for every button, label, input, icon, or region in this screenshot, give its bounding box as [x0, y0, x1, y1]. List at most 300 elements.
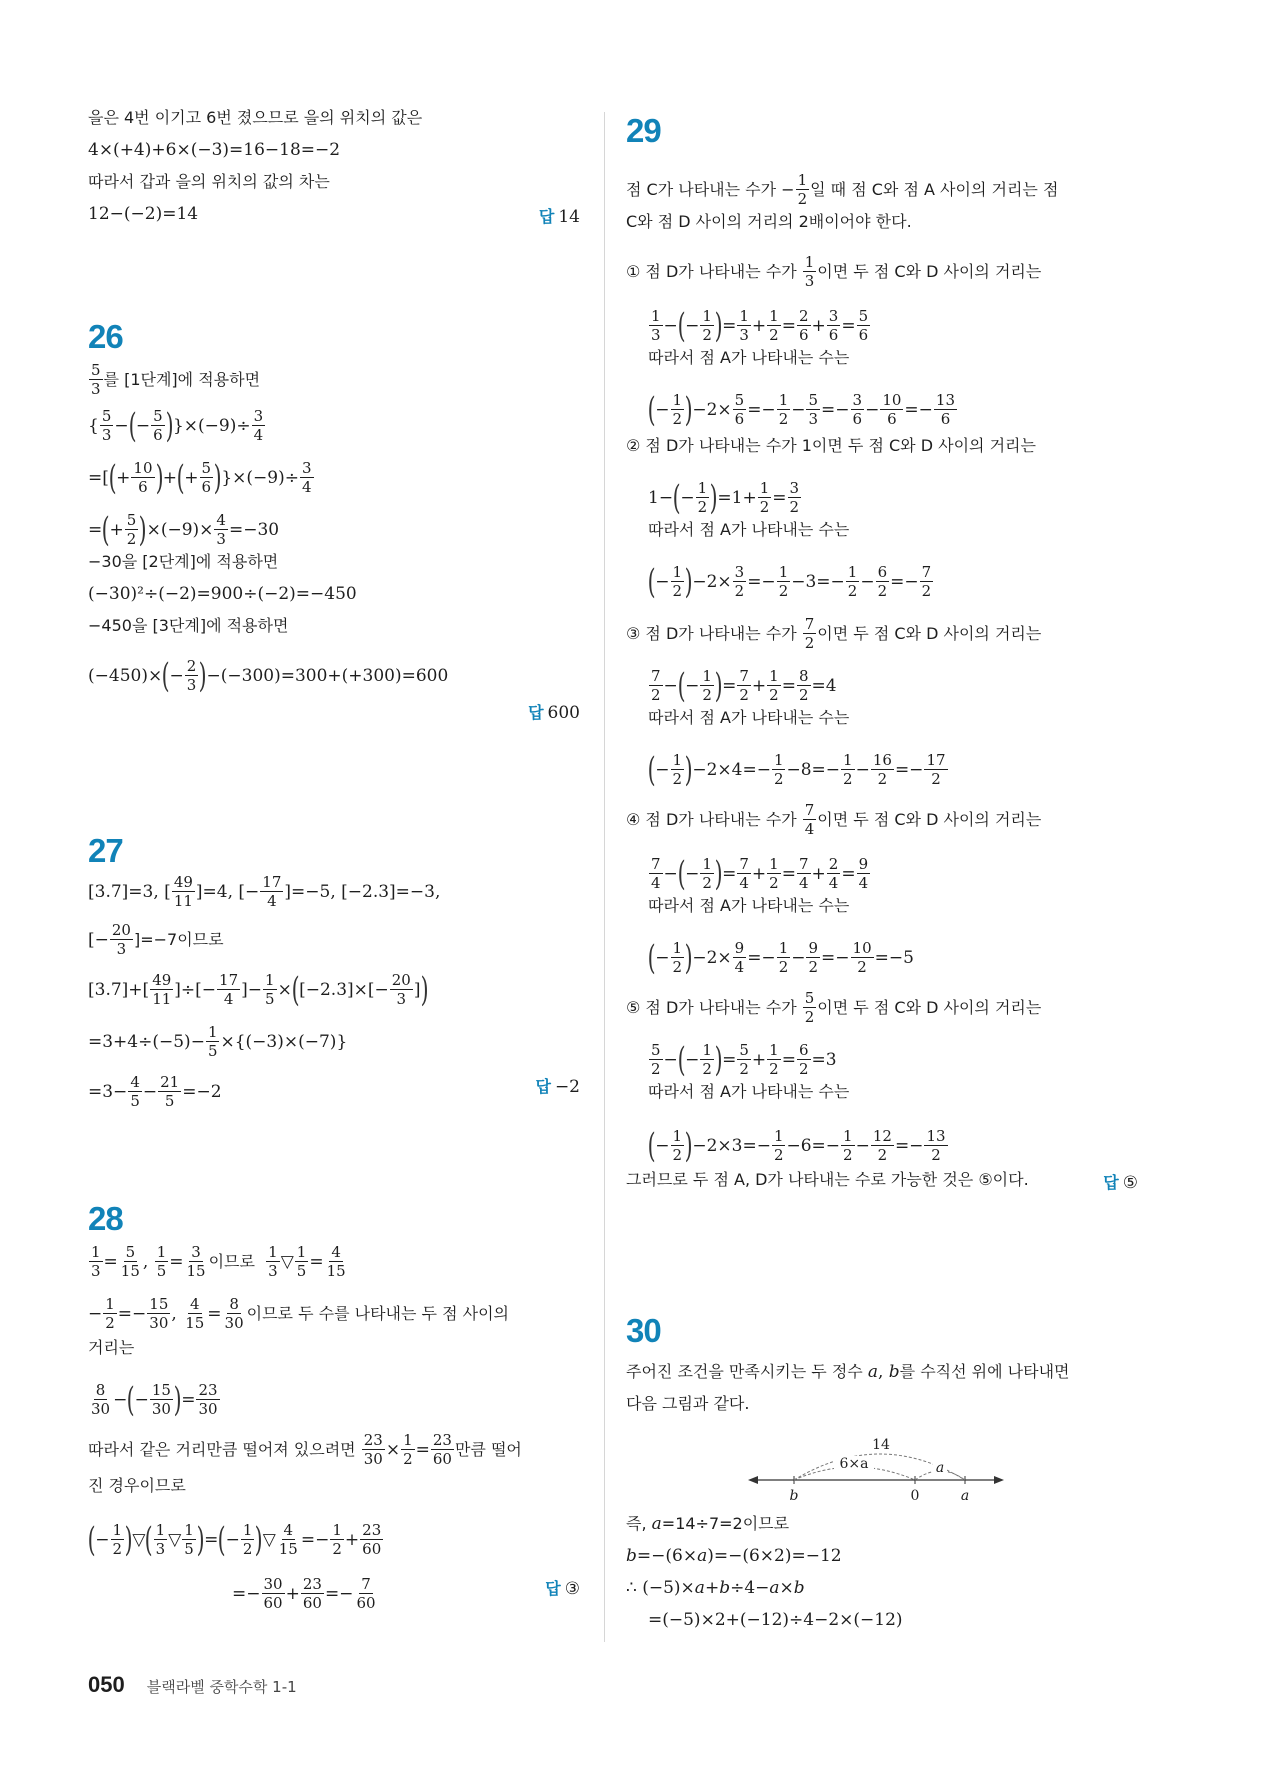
solution-line — [232, 1576, 379, 1611]
big-paren: ) — [124, 1519, 133, 1560]
fraction — [851, 392, 865, 427]
text-run: − — [225, 1529, 240, 1550]
question-number-29: 29 — [626, 112, 661, 149]
denominator: 2 — [672, 410, 683, 428]
denominator: 60 — [263, 1594, 283, 1612]
answer-q28 — [545, 1576, 580, 1599]
denominator: 3 — [804, 272, 815, 290]
numerator: 5 — [201, 459, 212, 477]
text-run: = — [169, 1251, 184, 1272]
denominator: 2 — [651, 1060, 661, 1078]
denominator: 4 — [223, 990, 234, 1008]
denominator: 2 — [798, 686, 809, 704]
solution-line — [648, 1610, 903, 1630]
text-run: − — [655, 399, 670, 420]
text-run: = — [103, 1251, 118, 1272]
denominator: 2 — [797, 190, 808, 208]
fraction — [649, 668, 663, 703]
denominator: 5 — [265, 990, 275, 1008]
fraction — [857, 856, 871, 891]
denominator: 3 — [155, 1540, 166, 1558]
fraction — [772, 752, 786, 787]
text-run: ×(−9)× — [146, 519, 214, 540]
denominator: 2 — [778, 958, 789, 976]
fraction — [390, 972, 413, 1007]
denominator: 3 — [91, 380, 101, 398]
text-run: + — [751, 863, 767, 884]
denominator: 15 — [185, 1314, 205, 1332]
numerator: 3 — [789, 479, 800, 497]
numerator: 1 — [843, 751, 853, 769]
denominator: 5 — [156, 1262, 167, 1280]
numerator: 2 — [798, 307, 809, 325]
text-run: − — [113, 1389, 128, 1410]
denominator: 2 — [672, 582, 683, 600]
text-run: − — [680, 487, 695, 508]
numerator: 1 — [672, 1127, 683, 1145]
big-paren: ) — [213, 457, 222, 498]
numerator: 3 — [191, 1243, 201, 1261]
numerator: 5 — [101, 407, 112, 425]
variable: a — [651, 1514, 662, 1534]
numerator: 1 — [184, 1521, 194, 1539]
page-footer — [88, 1672, 297, 1698]
numerator: 1 — [843, 1127, 853, 1145]
solution-line — [626, 254, 1041, 289]
text-run: 따라서 점 A가 나타내는 수는 — [648, 348, 850, 367]
fraction — [649, 856, 663, 891]
denominator: 6 — [858, 326, 869, 344]
solution-line — [88, 969, 429, 1010]
text-run: − — [95, 1529, 110, 1550]
denominator: 3 — [91, 1262, 101, 1280]
fraction — [110, 922, 133, 957]
numerator: 1 — [778, 391, 789, 409]
solution-line — [88, 108, 422, 128]
fraction — [671, 1128, 685, 1163]
numerator: 10 — [852, 939, 872, 957]
fraction — [827, 856, 841, 891]
numerator: 1 — [672, 939, 683, 957]
fraction — [354, 1576, 377, 1611]
fraction — [851, 940, 874, 975]
solution-line — [647, 749, 949, 790]
text-run: −8=− — [786, 759, 841, 780]
denominator: 6 — [201, 478, 212, 496]
fraction — [841, 752, 855, 787]
text-run: = — [781, 863, 796, 884]
numerator: 5 — [126, 511, 137, 529]
text-run: =− — [747, 399, 776, 420]
fraction — [431, 1432, 454, 1467]
fraction — [671, 392, 685, 427]
fraction — [252, 408, 266, 443]
text-run: = — [88, 519, 103, 540]
fraction — [89, 362, 103, 397]
text-run: , — [171, 1303, 183, 1324]
solution-line — [88, 874, 440, 909]
solution-line — [88, 405, 266, 446]
big-paren: ) — [255, 1519, 264, 1560]
text-run: + — [751, 315, 767, 336]
denominator: 5 — [207, 1042, 218, 1060]
fraction — [827, 308, 841, 343]
answer-value: 14 — [558, 207, 580, 227]
book-title: 블랙라벨 중학수학 1-1 — [146, 1678, 297, 1696]
numerator: 1 — [702, 667, 712, 685]
solution-line — [626, 212, 912, 232]
numerator: 7 — [804, 801, 815, 819]
text-run: − — [655, 947, 670, 968]
big-paren: ( — [647, 937, 656, 978]
fraction — [737, 856, 751, 891]
numerator: 10 — [882, 391, 902, 409]
fraction — [223, 1296, 246, 1331]
text-run: =− — [747, 947, 776, 968]
numerator: 1 — [702, 307, 712, 325]
fraction — [737, 668, 751, 703]
fraction — [128, 1074, 142, 1109]
fraction — [803, 802, 817, 837]
fraction — [330, 1522, 344, 1557]
denominator: 4 — [804, 820, 815, 838]
fraction — [263, 972, 277, 1007]
text-run: + — [811, 863, 826, 884]
text-run: 이면 두 점 C와 D 사이의 거리는 — [817, 809, 1042, 829]
denominator: 2 — [804, 1008, 815, 1026]
solution-line — [88, 1244, 349, 1279]
text-run: + — [162, 467, 178, 488]
text-run: ÷4− — [730, 1578, 770, 1598]
big-paren: ( — [126, 1379, 135, 1420]
numerator: 1 — [242, 1521, 253, 1539]
text-run: 따라서 점 A가 나타내는 수는 — [648, 896, 850, 915]
text-run: 12−(−2)=14 — [88, 204, 199, 224]
big-paren: ) — [138, 509, 147, 550]
text-run: ]=−5, [−2.3]=−3, — [284, 881, 441, 902]
numerator: 12 — [872, 1127, 892, 1145]
big-paren: ) — [198, 655, 207, 696]
numerator: 3 — [734, 563, 745, 581]
text-run: =3− — [88, 1081, 128, 1102]
text-run: −(−300)=300+(+300)=600 — [206, 665, 449, 686]
answer-q26 — [528, 700, 580, 723]
question-number-26: 26 — [88, 318, 123, 355]
numerator: 23 — [302, 1575, 322, 1593]
big-paren: ( — [647, 1125, 656, 1166]
fraction — [700, 308, 714, 343]
denominator: 2 — [672, 770, 683, 788]
solution-line — [648, 853, 871, 894]
numerator: 3 — [852, 391, 863, 409]
denominator: 2 — [778, 582, 789, 600]
numerator: 1 — [672, 391, 683, 409]
text-run: 1− — [648, 487, 674, 508]
fraction — [934, 392, 957, 427]
solution-line — [88, 1338, 134, 1358]
text-run: − — [860, 571, 875, 592]
text-run: −30을 [2단계]에 적용하면 — [88, 552, 279, 571]
denominator: 6 — [734, 410, 745, 428]
text-run: =[ — [88, 467, 109, 488]
denominator: 2 — [769, 326, 779, 344]
fraction — [301, 1576, 324, 1611]
denominator: 4 — [651, 874, 661, 892]
text-run: 다음 그림과 같다. — [626, 1394, 750, 1413]
big-paren: ( — [672, 477, 681, 518]
fraction — [924, 752, 947, 787]
fraction — [100, 408, 114, 443]
text-run: − — [135, 415, 151, 436]
numerator: 1 — [672, 751, 683, 769]
fraction — [806, 392, 820, 427]
fraction — [182, 1522, 196, 1557]
numerator: 1 — [91, 1243, 101, 1261]
fraction — [767, 1042, 781, 1077]
text-run: 따라서 같은 거리만큼 떨어져 있으려면 — [88, 1439, 361, 1459]
text-run: }×(−9)÷ — [172, 415, 251, 436]
denominator: 60 — [432, 1450, 452, 1468]
numerator: 15 — [149, 1295, 169, 1313]
text-run: − — [114, 415, 129, 436]
text-run: − — [663, 863, 678, 884]
solution-line — [88, 509, 280, 550]
big-paren: ) — [420, 969, 429, 1010]
fraction — [797, 1042, 811, 1077]
numerator: 8 — [229, 1295, 239, 1313]
text-run: =4 — [811, 675, 837, 696]
text-run: 진 경우이므로 — [88, 1476, 186, 1495]
numerator: 17 — [219, 971, 239, 989]
big-paren: ) — [714, 665, 723, 706]
text-run: − — [655, 759, 670, 780]
denominator: 3 — [116, 940, 127, 958]
text-run: + — [704, 1578, 720, 1598]
text-run: − — [655, 571, 670, 592]
text-run: 따라서 점 A가 나타내는 수는 — [648, 520, 850, 539]
text-run: ▽ — [132, 1529, 146, 1550]
text-run: 거리는 — [88, 1338, 135, 1357]
text-run: =−2 — [182, 1081, 222, 1102]
text-run: × — [385, 1439, 401, 1460]
fraction — [758, 480, 772, 515]
numerator: 1 — [268, 1243, 278, 1261]
text-run: + — [751, 1049, 767, 1070]
fraction — [111, 1522, 125, 1557]
numerator: 7 — [804, 615, 815, 633]
fraction — [841, 1128, 855, 1163]
answer-label: 답 — [545, 1579, 561, 1598]
denominator: 3 — [216, 530, 226, 548]
numerator: 7 — [798, 855, 809, 873]
solution-line — [626, 802, 1041, 837]
big-paren: ( — [647, 749, 656, 790]
big-paren: ( — [108, 457, 117, 498]
big-paren: ) — [684, 1125, 693, 1166]
big-paren: ( — [101, 509, 110, 550]
arc-label-6a: 6×a — [839, 1456, 869, 1472]
fraction — [260, 874, 283, 909]
denominator: 2 — [877, 770, 888, 788]
solution-line — [647, 389, 958, 430]
text-run: + — [116, 467, 131, 488]
numerator: 9 — [858, 855, 869, 873]
denominator: 4 — [253, 426, 264, 444]
text-run: = — [181, 1389, 196, 1410]
text-run: = — [781, 1049, 796, 1070]
text-run: + — [811, 315, 826, 336]
fraction — [266, 1244, 280, 1279]
fraction — [295, 1244, 309, 1279]
big-paren: ) — [709, 477, 718, 518]
numerator: 1 — [403, 1431, 413, 1449]
text-run: ×{(−3)×(−7)} — [220, 1031, 348, 1052]
denominator: 4 — [734, 958, 745, 976]
fraction — [700, 856, 714, 891]
text-run: 이면 두 점 C와 D 사이의 거리는 — [817, 261, 1042, 281]
text-run: + — [184, 467, 199, 488]
text-run: ▽ — [262, 1529, 276, 1550]
denominator: 2 — [847, 582, 858, 600]
fraction — [797, 308, 811, 343]
text-run: −3=− — [791, 571, 845, 592]
text-run: 일 때 점 C와 점 A 사이의 거리는 점 — [810, 179, 1059, 199]
numerator: 3 — [253, 407, 264, 425]
denominator: 2 — [769, 874, 779, 892]
text-run: − — [685, 863, 700, 884]
solution-line — [87, 1519, 384, 1560]
big-paren: ( — [176, 457, 185, 498]
answer-q29 — [1103, 1170, 1138, 1193]
numerator: 7 — [921, 563, 932, 581]
fraction — [767, 308, 781, 343]
text-run: + — [285, 1583, 300, 1604]
fraction — [788, 480, 802, 515]
arc-label-a: a — [935, 1460, 945, 1476]
numerator: 7 — [739, 855, 749, 873]
fraction — [796, 172, 810, 207]
text-run: −2× — [692, 571, 732, 592]
text-run: }×(−9)÷ — [221, 467, 299, 488]
text-run: =− — [904, 399, 933, 420]
denominator: 30 — [151, 1400, 171, 1418]
big-paren: ( — [677, 665, 686, 706]
text-run: =−(6× — [636, 1546, 698, 1566]
page-number: 050 — [88, 1672, 125, 1697]
denominator: 15 — [120, 1262, 140, 1280]
fraction — [217, 972, 240, 1007]
solution-line — [88, 1296, 509, 1331]
numerator: 1 — [156, 1243, 167, 1261]
text-run: =3+4÷(−5)− — [88, 1031, 205, 1052]
text-run: −2× — [692, 399, 732, 420]
denominator: 3 — [101, 426, 112, 444]
numerator: 7 — [739, 667, 749, 685]
denominator: 2 — [843, 1146, 853, 1164]
denominator: 30 — [363, 1450, 383, 1468]
fraction — [241, 1522, 255, 1557]
text-run: ]=−7이므로 — [133, 929, 224, 949]
fraction — [206, 1024, 220, 1059]
column-divider — [604, 112, 605, 1642]
text-run: =− — [821, 399, 850, 420]
solution-line — [648, 348, 849, 368]
text-run: ① 점 D가 나타내는 수가 — [626, 261, 802, 281]
fraction — [131, 460, 154, 495]
text-run: + — [751, 675, 767, 696]
question-number-27: 27 — [88, 832, 123, 869]
text-run: = — [204, 1529, 219, 1550]
denominator: 2 — [702, 1060, 712, 1078]
question-number-30: 30 — [626, 1312, 661, 1349]
text-run: =− — [232, 1583, 261, 1604]
text-run: =− — [747, 571, 776, 592]
fraction — [797, 856, 811, 891]
text-run: ∴ (−5)× — [626, 1578, 695, 1598]
fraction — [649, 308, 663, 343]
denominator: 2 — [773, 770, 784, 788]
numerator: 1 — [773, 751, 784, 769]
text-run: − — [663, 675, 678, 696]
solution-line — [626, 172, 1058, 207]
solution-line — [88, 1432, 522, 1467]
solution-line — [88, 1074, 222, 1109]
fraction — [924, 1128, 947, 1163]
answer-value: ⑤ — [1122, 1173, 1138, 1193]
text-run: ]÷[− — [174, 979, 217, 1000]
numerator: 21 — [160, 1073, 180, 1091]
fraction — [649, 1042, 663, 1077]
numerator: 1 — [265, 971, 275, 989]
solution-line — [88, 584, 357, 604]
fraction — [196, 1382, 219, 1417]
text-run: −6=− — [786, 1135, 841, 1156]
denominator: 15 — [278, 1540, 298, 1558]
fraction — [857, 308, 871, 343]
denominator: 2 — [778, 410, 789, 428]
solution-line — [648, 896, 849, 916]
fraction — [172, 874, 195, 909]
text-run: = — [722, 863, 737, 884]
numerator: 10 — [133, 459, 153, 477]
numerator: 5 — [808, 391, 819, 409]
variable: a — [867, 1362, 878, 1382]
solution-line — [648, 477, 802, 518]
text-run: ③ 점 D가 나타내는 수가 — [626, 623, 802, 643]
point-a-label: a — [960, 1488, 970, 1504]
text-run: =−30 — [228, 519, 280, 540]
text-run: − — [685, 1049, 700, 1070]
big-paren: ) — [714, 1039, 723, 1080]
text-run: 이면 두 점 C와 D 사이의 거리는 — [817, 623, 1042, 643]
text-run: 만큼 떨어 — [454, 1439, 522, 1459]
text-run: =− — [894, 759, 924, 780]
text-run: ⑤ 점 D가 나타내는 수가 — [626, 997, 802, 1017]
solution-line — [626, 1546, 842, 1566]
numerator: 17 — [926, 751, 946, 769]
denominator: 2 — [808, 958, 819, 976]
numerator: 5 — [125, 1243, 136, 1261]
answer-value: 600 — [547, 703, 580, 723]
fraction — [300, 460, 314, 495]
numerator: 13 — [935, 391, 956, 409]
text-run: − — [142, 1081, 158, 1102]
text-run: = — [309, 1251, 324, 1272]
answer-label: 답 — [535, 1077, 551, 1096]
big-paren: ) — [684, 389, 693, 430]
fraction — [325, 1244, 348, 1279]
numerator: 1 — [702, 855, 712, 873]
